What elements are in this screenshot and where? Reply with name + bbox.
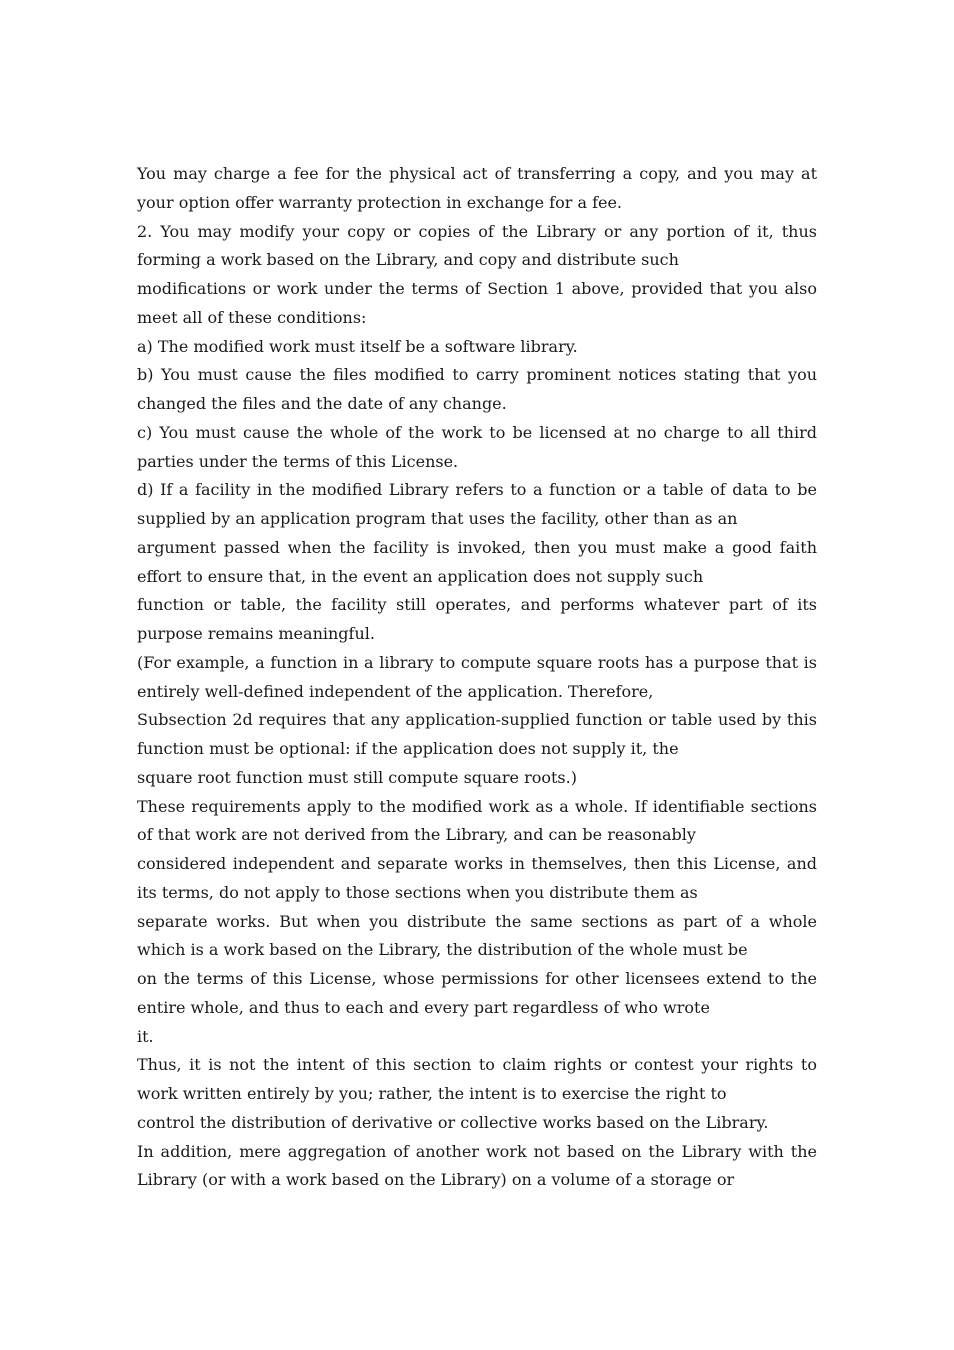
paragraph-example-cont-1: Subsection 2d requires that any application-supplied function or table used by this function must be optional: if the application does not supply it, the	[137, 710, 817, 758]
paragraph-example-cont-2: square root function must still compute square roots.)	[137, 767, 577, 787]
paragraph-condition-a: a) The modified work must itself be a software library.	[137, 336, 578, 356]
paragraph-example: (For example, a function in a library to compute square roots has a purpose that is entirely well-defined independent of the application. Therefore,	[137, 652, 817, 701]
paragraph-requirements-cont-1: considered independent and separate works in themselves, then this License, and its terms, do not apply to those sections when you distribute them as	[137, 854, 817, 902]
paragraph-condition-d-cont-1: argument passed when the facility is invoked, then you must make a good faith effort to ensure that, in the event an application does not supply such	[137, 537, 817, 586]
paragraph-condition-b: b) You must cause the files modified to carry prominent notices stating that you changed the files and the date of any change.	[137, 365, 817, 413]
paragraph-aggregation: In addition, mere aggregation of another work not based on the Library with the Library (or with a work based on the Library) on a volume of a storage or	[137, 1141, 817, 1190]
paragraph-intent: Thus, it is not the intent of this section to claim rights or contest your rights to work written entirely by you; rather, the intent is to exercise the right to	[137, 1055, 817, 1103]
paragraph-condition-d: d) If a facility in the modified Library refers to a function or a table of data to be supplied by an application program that uses the facility, other than as an	[137, 480, 817, 528]
paragraph-requirements-cont-4: it.	[137, 1026, 154, 1046]
paragraph-section-2-cont: modifications or work under the terms of Section 1 above, provided that you also meet all of these conditions:	[137, 279, 817, 327]
paragraph-requirements-cont-2: separate works. But when you distribute the same sections as part of a whole which is a work based on the Library, the distribution of the whole must be	[137, 911, 817, 960]
paragraph-condition-c: c) You must cause the whole of the work to be licensed at no charge to all third parties under the terms of this License.	[137, 422, 817, 471]
paragraph-section-2: 2. You may modify your copy or copies of the Library or any portion of it, thus forming a work based on the Library, and copy and distribute such	[137, 221, 817, 270]
paragraph-requirements-cont-3: on the terms of this License, whose permissions for other licensees extend to the entire whole, and thus to each and every part regardless of who wrote	[137, 969, 817, 1017]
paragraph-intent-cont: control the distribution of derivative or collective works based on the Library.	[137, 1112, 769, 1132]
paragraph-condition-d-cont-2: function or table, the facility still operates, and performs whatever part of its purpose remains meaningful.	[137, 595, 817, 643]
paragraph-fee: You may charge a fee for the physical act of transferring a copy, and you may at your option offer warranty protection in exchange for a fee.	[137, 164, 817, 212]
paragraph-requirements: These requirements apply to the modified work as a whole. If identifiable sections of that work are not derived from the Library, and can be reasonably	[137, 796, 817, 845]
document-body	[137, 160, 817, 1195]
